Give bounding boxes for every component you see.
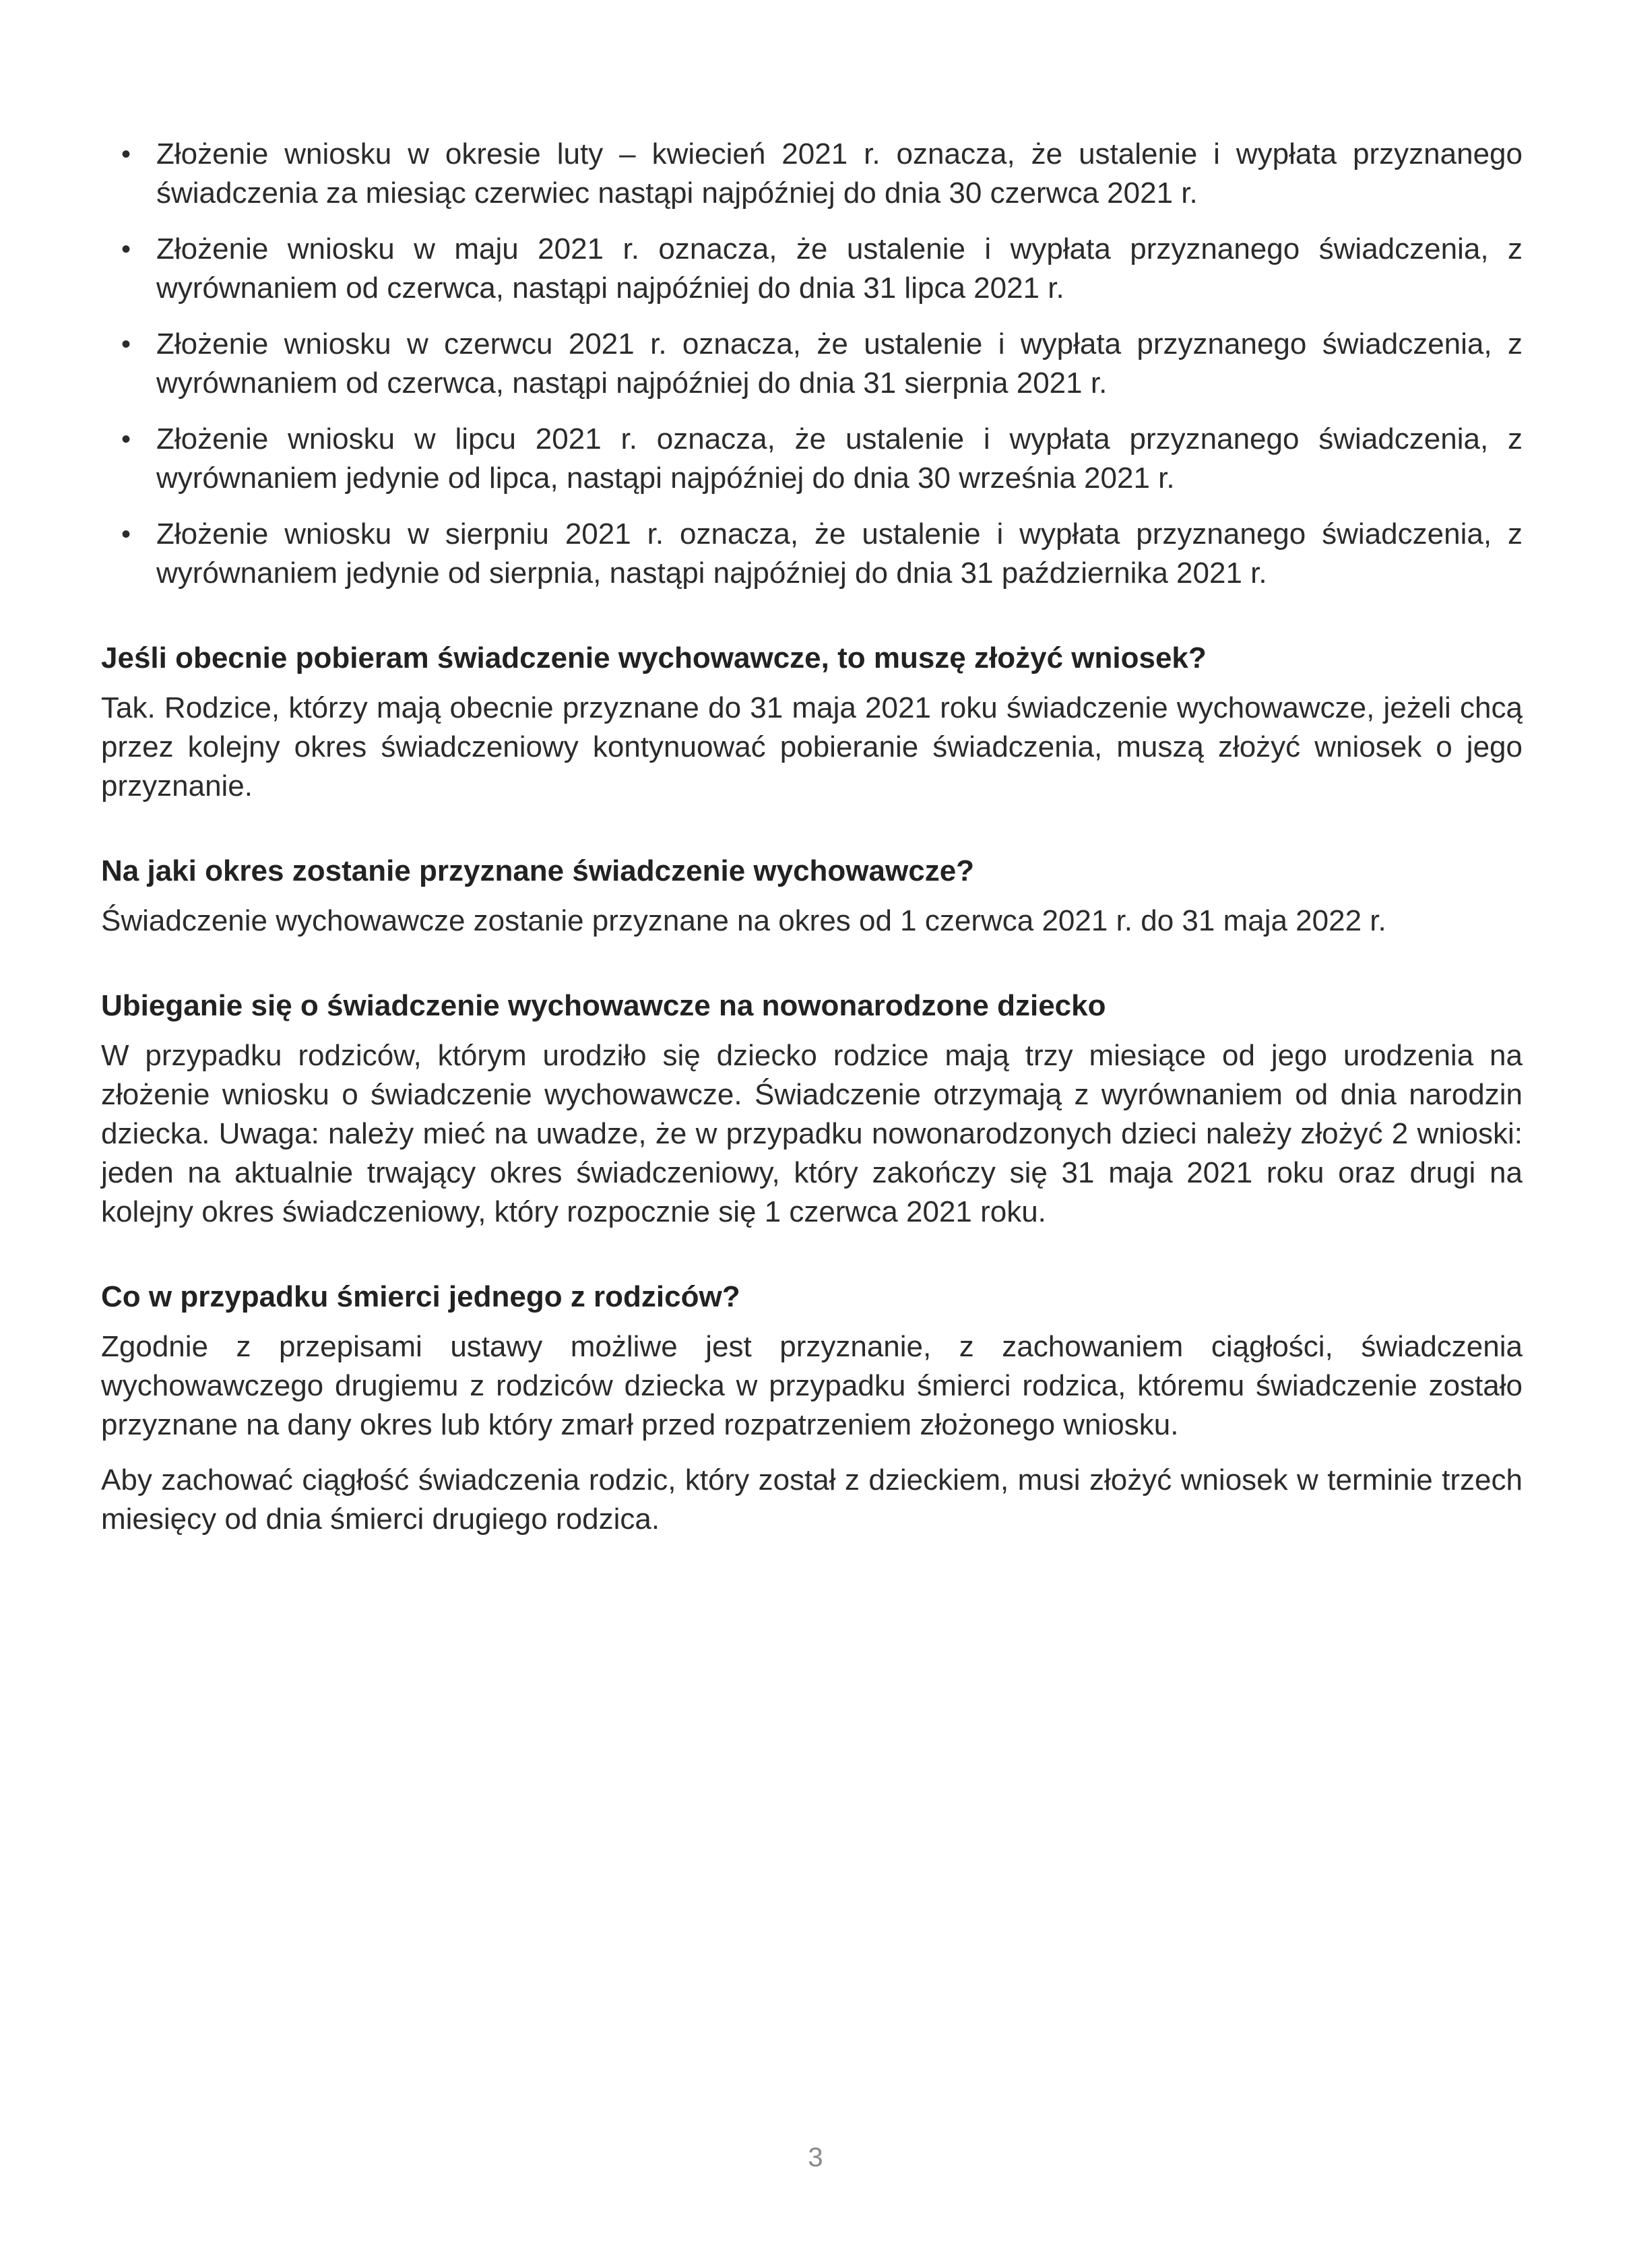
bullet-item: • Złożenie wniosku w maju 2021 r. oznacza, że ustalenie i wypłata przyznanego świadczenia, z wyrównaniem od czerwca, nastąpi najpóźniej do dnia 31 lipca 2021 r.: [101, 230, 1523, 308]
section-heading: Co w przypadku śmierci jednego z rodziców?: [101, 1280, 740, 1313]
section-current-benefit: [101, 639, 1523, 806]
deadline-bullet-list: [101, 135, 1523, 593]
section-benefit-period: [101, 852, 1523, 941]
section-paragraph: W przypadku rodziców, którym urodziło się dziecko rodzice mają trzy miesiące od jego urodzenia na złożenie wniosku o świadczenie wychowawcze. Świadczenie otrzymają z wyrównaniem od dnia narodzin dziecka. Uwaga: należy mieć na uwadze, że w przypadku nowonarodzonych dzieci należy złożyć 2 wnioski: jeden na aktualnie trwający okres świadczeniowy, który zakończy się 31 maja 2021 roku oraz drugi na kolejny okres świadczeniowy, który rozpocznie się 1 czerwca 2021 roku.: [101, 1039, 1523, 1228]
section-paragraph: Tak. Rodzice, którzy mają obecnie przyznane do 31 maja 2021 roku świadczenie wychowawcze, jeżeli chcą przez kolejny okres świadczeniowy kontynuować pobieranie świadczenia, muszą złożyć wniosek o jego przyznanie.: [101, 691, 1523, 802]
section-heading: Jeśli obecnie pobieram świadczenie wychowawcze, to muszę złożyć wniosek?: [101, 641, 1207, 674]
bullet-item: • Złożenie wniosku w okresie luty – kwiecień 2021 r. oznacza, że ustalenie i wypłata przyznanego świadczenia za miesiąc czerwiec nastąpi najpóźniej do dnia 30 czerwca 2021 r.: [101, 135, 1523, 213]
document-page: [101, 135, 1523, 1555]
section-paragraph: Aby zachować ciągłość świadczenia rodzic, który został z dzieckiem, musi złożyć wniosek w terminie trzech miesięcy od dnia śmierci drugiego rodzica.: [101, 1463, 1523, 1536]
section-heading: Ubieganie się o świadczenie wychowawcze na nowonarodzone dziecko: [101, 989, 1106, 1022]
page-number: 3: [808, 2143, 823, 2172]
section-parent-death: [101, 1278, 1523, 1539]
bullet-item: • Złożenie wniosku w lipcu 2021 r. oznacza, że ustalenie i wypłata przyznanego świadczenia, z wyrównaniem jedynie od lipca, nastąpi najpóźniej do dnia 30 września 2021 r.: [101, 420, 1523, 498]
bullet-item: • Złożenie wniosku w sierpniu 2021 r. oznacza, że ustalenie i wypłata przyznanego świadczenia, z wyrównaniem jedynie od sierpnia, nastąpi najpóźniej do dnia 31 października 2021 r.: [101, 515, 1523, 593]
section-paragraph: Zgodnie z przepisami ustawy możliwe jest przyznanie, z zachowaniem ciągłości, świadczenia wychowawczego drugiemu z rodziców dziecka w przypadku śmierci rodzica, któremu świadczenie zostało przyznane na dany okres lub który zmarł przed rozpatrzeniem złożonego wniosku.: [101, 1330, 1523, 1441]
section-paragraph: Świadczenie wychowawcze zostanie przyznane na okres od 1 czerwca 2021 r. do 31 maja 2022 r.: [101, 904, 1386, 937]
section-newborn-child: [101, 986, 1523, 1232]
bullet-item: • Złożenie wniosku w czerwcu 2021 r. oznacza, że ustalenie i wypłata przyznanego świadczenia, z wyrównaniem od czerwca, nastąpi najpóźniej do dnia 31 sierpnia 2021 r.: [101, 325, 1523, 403]
section-heading: Na jaki okres zostanie przyznane świadczenie wychowawcze?: [101, 854, 975, 887]
